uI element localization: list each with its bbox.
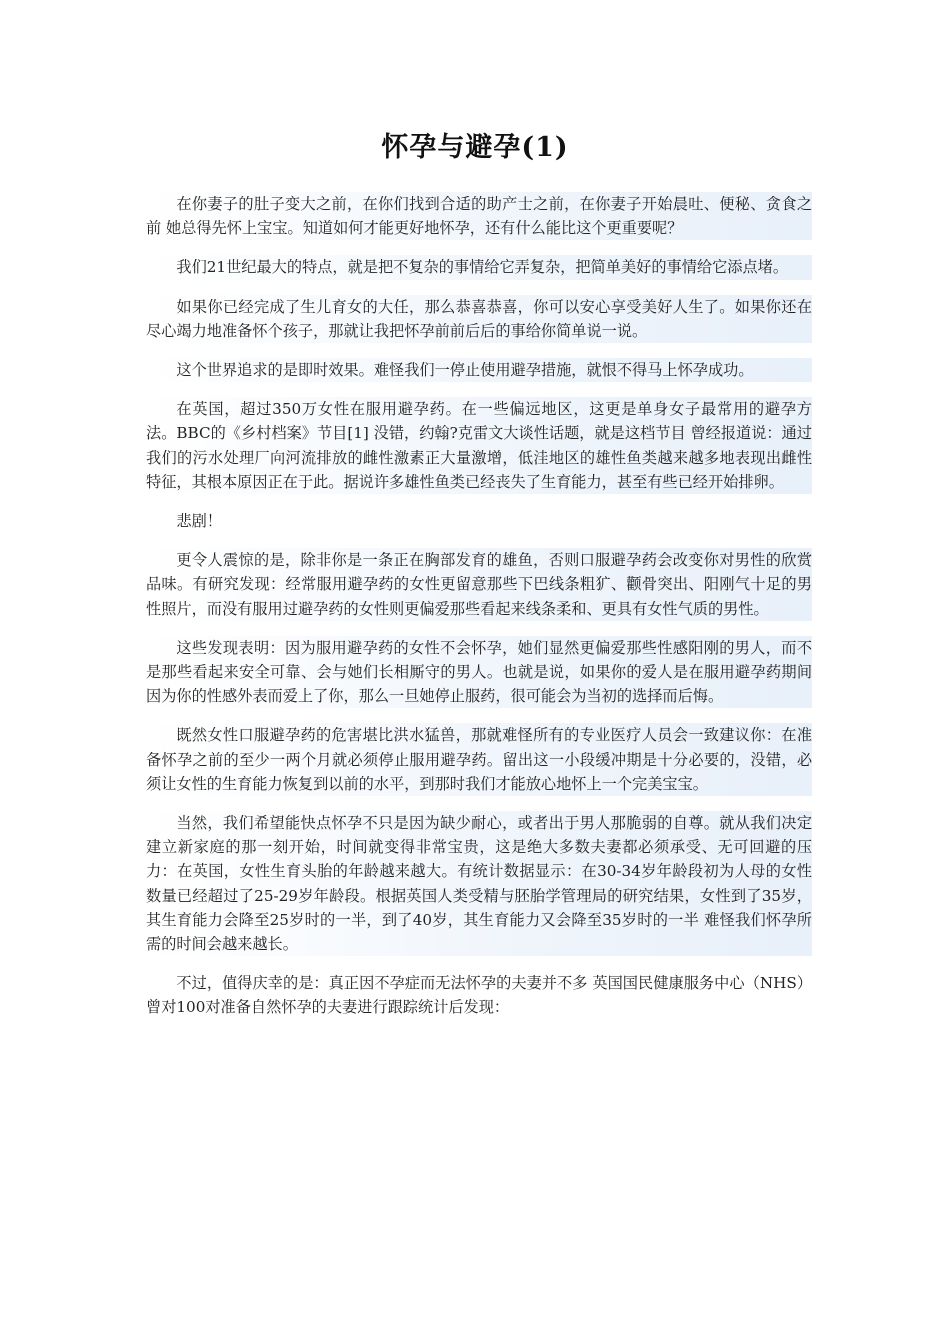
paragraph-1: 在你妻子的肚子变大之前，在你们找到合适的助产士之前，在你妻子开始晨吐、便秘、贪食之前 她总得先怀上宝宝。知道如何才能更好地怀孕，还有什么能比这个更重要呢？	[146, 192, 812, 240]
paragraph-4: 这个世界追求的是即时效果。难怪我们一停止使用避孕措施，就恨不得马上怀孕成功。	[146, 358, 812, 382]
document-title: 怀孕与避孕(1)	[381, 132, 569, 163]
paragraph-9: 既然女性口服避孕药的危害堪比洪水猛兽，那就难怪所有的专业医疗人员会一致建议你：在准备怀孕之前的至少一两个月就必须停止服用避孕药。留出这一小段缓冲期是十分必要的，没错，必须让女性的生育能力恢复到以前的水平，到那时我们才能放心地怀上一个完美宝宝。	[146, 723, 812, 796]
paragraph-7: 更令人震惊的是，除非你是一条正在胸部发育的雄鱼，否则口服避孕药会改变你对男性的欣赏品味。有研究发现：经常服用避孕药的女性更留意那些下巴线条粗犷、颧骨突出、阳刚气十足的男性照片，而没有服用过避孕药的女性则更偏爱那些看起来线条柔和、更具有女性气质的男性。	[146, 548, 812, 621]
paragraph-5: 在英国，超过350万女性在服用避孕药。在一些偏远地区，这更是单身女子最常用的避孕方法。BBC的《乡村档案》节目[1] 没错，约翰?克雷文大谈性话题，就是这档节目 曾经报道说：通过我们的污水处理厂向河流排放的雌性激素正大量激增，低洼地区的雄性鱼类越来越多地表现出雌性特征，其根本原因正在于此。据说许多雄性鱼类已经丧失了生育能力，甚至有些已经开始排卵。	[146, 397, 812, 494]
paragraph-3: 如果你已经完成了生儿育女的大任，那么恭喜恭喜，你可以安心享受美好人生了。如果你还在尽心竭力地准备怀个孩子，那就让我把怀孕前前后后的事给你简单说一说。	[146, 295, 812, 343]
document-body	[146, 192, 812, 1035]
paragraph-2: 我们21世纪最大的特点，就是把不复杂的事情给它弄复杂，把简单美好的事情给它添点堵。	[146, 255, 812, 279]
paragraph-8: 这些发现表明：因为服用避孕药的女性不会怀孕，她们显然更偏爱那些性感阳刚的男人，而不是那些看起来安全可靠、会与她们长相厮守的男人。也就是说，如果你的爱人是在服用避孕药期间因为你的性感外表而爱上了你，那么一旦她停止服药，很可能会为当初的选择而后悔。	[146, 636, 812, 709]
paragraph-10: 当然，我们希望能快点怀孕不只是因为缺少耐心，或者出于男人那脆弱的自尊。就从我们决定建立新家庭的那一刻开始，时间就变得非常宝贵，这是绝大多数夫妻都必须承受、无可回避的压力：在英国，女性生育头胎的年龄越来越大。有统计数据显示：在30-34岁年龄段初为人母的女性数量已经超过了25-29岁年龄段。根据英国人类受精与胚胎学管理局的研究结果，女性到了35岁，其生育能力会降至25岁时的一半，到了40岁，其生育能力又会降至35岁时的一半 难怪我们怀孕所需的时间会越来越长。	[146, 811, 812, 956]
paragraph-11: 不过，值得庆幸的是：真正因不孕症而无法怀孕的夫妻并不多 英国国民健康服务中心（NHS）曾对100对准备自然怀孕的夫妻进行跟踪统计后发现：	[146, 974, 813, 1017]
paragraph-6: 悲剧！	[176, 512, 222, 531]
